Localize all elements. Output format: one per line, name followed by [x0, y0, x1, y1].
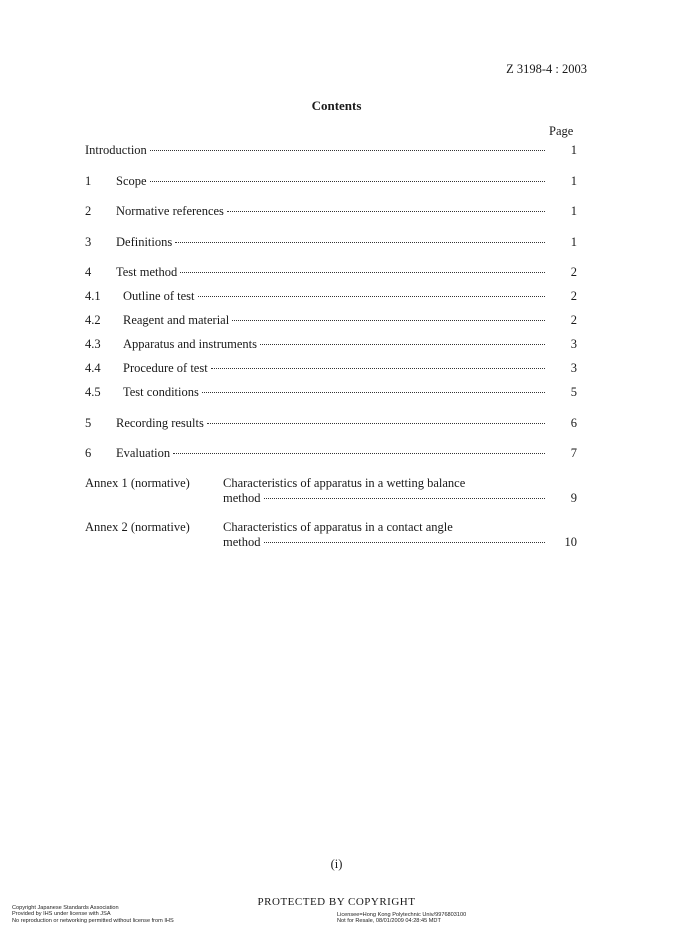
toc-entry-label: Procedure of test [123, 361, 208, 375]
toc-entry-label: Scope [116, 174, 147, 188]
toc-entry-page: 10 [564, 535, 577, 549]
toc-entry-page: 1 [570, 143, 577, 157]
fine-print-line: Copyright Japanese Standards Association [12, 905, 119, 911]
toc-entry-number: 5 [85, 416, 92, 430]
toc-entry-page: 5 [570, 385, 577, 399]
page-column-header: Page [549, 124, 574, 138]
dot-leader [180, 266, 545, 273]
toc-entry-number: 4.5 [85, 385, 101, 399]
toc-entry-page: 7 [570, 446, 577, 460]
dot-leader [232, 314, 545, 321]
annex-title-line2: method [223, 535, 261, 549]
toc-entry-label: Reagent and material [123, 313, 230, 327]
toc-entry-label: Evaluation [116, 446, 171, 460]
toc-entry-page: 2 [570, 289, 577, 303]
toc-entry-reagent-and-material[interactable] [85, 313, 577, 331]
toc-entry-evaluation[interactable] [85, 446, 577, 464]
toc-entry-label: Outline of test [123, 289, 195, 303]
dot-leader [198, 290, 545, 297]
toc-entry-page: 6 [570, 416, 577, 430]
page-number: (i) [330, 857, 343, 871]
toc-entry-outline-of-test[interactable] [85, 289, 577, 307]
toc-entry-label: Test conditions [123, 385, 199, 399]
toc-entry-page: 2 [570, 313, 577, 327]
toc-entry-number: 1 [85, 174, 92, 188]
annex-name: Annex 1 (normative) [85, 476, 190, 490]
toc-entry-page: 3 [570, 361, 577, 375]
toc-entry-number: 4.3 [85, 337, 101, 351]
dot-leader [150, 175, 545, 182]
annex-title-line1: Characteristics of apparatus in a wetting balance [223, 476, 466, 490]
toc-entry-label: Apparatus and instruments [123, 337, 258, 351]
toc-entry-recording-results[interactable] [85, 416, 577, 434]
toc-entry-number: 4 [85, 265, 92, 279]
toc-entry-test-method[interactable] [85, 265, 577, 283]
toc-entry-label: Test method [116, 265, 178, 279]
toc-entry-label: Recording results [116, 416, 204, 430]
page-title: Contents [311, 98, 362, 113]
dot-leader [211, 362, 545, 369]
copyright-notice: PROTECTED BY COPYRIGHT [257, 896, 416, 908]
toc-entry-normative-references[interactable] [85, 204, 577, 222]
dot-leader [264, 492, 546, 499]
document-number: Z 3198-4 : 2003 [506, 62, 587, 76]
dot-leader [202, 386, 545, 393]
dot-leader [175, 236, 545, 243]
dot-leader [227, 205, 545, 212]
fine-print-line: Licensee=Hong Kong Polytechnic Univ/9976803100 [337, 912, 467, 918]
fine-print-line: No reproduction or networking permitted without license from IHS [12, 917, 174, 924]
toc-entry-page: 9 [570, 491, 577, 505]
toc-entry-label: Introduction [85, 143, 147, 157]
dot-leader [260, 338, 545, 345]
toc-entry-number: 6 [85, 446, 92, 460]
toc-entry-page: 2 [570, 265, 577, 279]
annex-name: Annex 2 (normative) [85, 520, 190, 534]
toc-entry-page: 3 [570, 337, 577, 351]
toc-entry-apparatus-and-instruments[interactable] [85, 337, 577, 355]
toc-entry-number: 4.1 [85, 289, 101, 303]
licensee-text [337, 912, 466, 925]
dot-leader [173, 447, 545, 454]
toc-entry-number: 4.2 [85, 313, 101, 327]
toc-entry-introduction[interactable] [85, 143, 577, 161]
toc-entry-definitions[interactable] [85, 235, 577, 253]
toc-entry-number: 4.4 [85, 361, 101, 375]
toc-entry-page: 1 [570, 204, 577, 218]
toc-entry-page: 1 [570, 174, 577, 188]
dot-leader [264, 536, 546, 543]
toc-entry-label: Normative references [116, 204, 224, 218]
annex-title-line1: Characteristics of apparatus in a contact angle [223, 520, 453, 534]
toc-entry-number: 2 [85, 204, 92, 218]
toc-entry-page: 1 [570, 235, 577, 249]
toc-entry-label: Definitions [116, 235, 173, 249]
dot-leader [207, 417, 545, 424]
fine-print-line: Not for Resale, 08/01/2009 04:28:45 MDT [337, 918, 441, 925]
toc-entry-test-conditions[interactable] [85, 385, 577, 403]
annex-title-line2: method [223, 491, 261, 505]
dot-leader [150, 144, 545, 151]
toc-entry-procedure-of-test[interactable] [85, 361, 577, 379]
fine-print-line: Provided by IHS under license with JSA [12, 911, 111, 918]
toc-entry-scope[interactable] [85, 174, 577, 192]
toc-entry-number: 3 [85, 235, 92, 249]
license-provider-text [12, 905, 174, 924]
